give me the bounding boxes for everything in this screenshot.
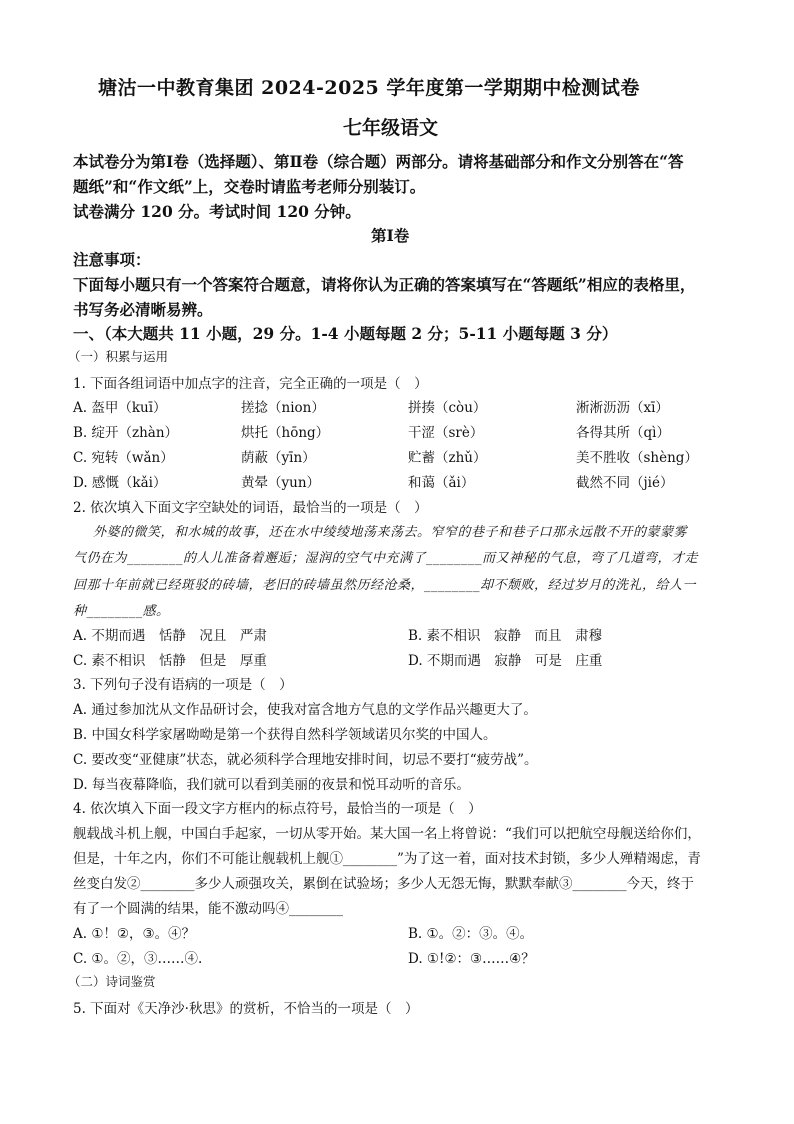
q1-option-c-1: C. 宛转（wǎn） bbox=[73, 450, 174, 466]
q4-option-d: D. ①!②：③……④？ bbox=[408, 951, 535, 967]
subsection-heading-1: （一）积累与运用 bbox=[68, 349, 169, 364]
q1-option-d-2: 黄晕（yun） bbox=[241, 475, 321, 491]
q1-option-a-2: 搓捻（nion） bbox=[241, 400, 325, 416]
q2-option-b: B. 素不相识 寂静 而且 肃穆 bbox=[408, 628, 603, 644]
q1-option-d-4: 截然不同（jié） bbox=[576, 475, 674, 491]
question-2-passage-line-2: 气仍在为________的人儿准备着邂逅；湿润的空气中充满了________而又神秘的气息，弯了几道弯，才走 bbox=[73, 551, 699, 566]
notice-line-1: 下面每小题只有一个答案符合题意，请将你认为正确的答案填写在“答题纸”相应的表格里， bbox=[73, 275, 696, 294]
question-4-passage-line-1: 舰载战斗机上舰，中国白手起家，一切从零开始。某大国一名上将曾说：“我们可以把航空母舰送给你们， bbox=[73, 826, 701, 842]
q1-option-c-2: 荫蔽（yīn） bbox=[241, 450, 316, 466]
q4-option-a: A. ①！②，③。④？ bbox=[73, 926, 196, 942]
exam-title: 塘沽一中教育集团 2024-2025 学年度第一学期期中检测试卷 bbox=[98, 77, 640, 99]
q1-option-c-4: 美不胜收（shèng） bbox=[576, 450, 698, 466]
q2-option-c: C. 素不相识 恬静 但是 厚重 bbox=[73, 653, 267, 669]
q3-option-c: C. 要改变“亚健康”状态，就必须科学合理地安排时间，切忌不要打“疲劳战”。 bbox=[73, 752, 538, 768]
question-3-stem: 3. 下列句子没有语病的一项是（ ） bbox=[73, 677, 293, 693]
intro-line-2: 题纸”和“作文纸”上，交卷时请监考老师分别装订。 bbox=[73, 177, 426, 196]
q1-option-a-1: A. 盔甲（kuī） bbox=[73, 400, 167, 416]
q1-option-a-3: 拼揍（còu） bbox=[408, 400, 487, 416]
q1-option-b-1: B. 绽开（zhàn） bbox=[73, 425, 179, 441]
question-4-passage-line-4: 有了一个圆满的结果，能不激动吗④________ bbox=[73, 901, 343, 917]
question-5-stem: 5. 下面对《天净沙·秋思》的赏析，不恰当的一项是（ ） bbox=[73, 1001, 419, 1017]
subsection-heading-2: （二）诗词鉴赏 bbox=[68, 974, 156, 989]
question-1-stem: 1. 下面各组词语中加点字的注音，完全正确的一项是（ ） bbox=[73, 376, 428, 392]
part1-heading: 第Ⅰ卷 bbox=[371, 226, 410, 245]
question-4-passage-line-3: 丝变白发②________多少人顽强攻关，累倒在试验场；多少人无怨无悔，默默奉献③________今天，终于 bbox=[73, 876, 694, 892]
q2-option-d: D. 不期而遇 寂静 可是 庄重 bbox=[408, 653, 603, 669]
q1-option-d-1: D. 感慨（kǎi） bbox=[73, 475, 167, 491]
question-4-passage-line-2: 但是，十年之内，你们不可能让舰载机上舰①________”为了这一着，面对技术封锁，多少人殚精竭虑，青 bbox=[73, 851, 701, 867]
q4-option-b: B. ①。②：③。④。 bbox=[408, 926, 534, 942]
q2-option-a: A. 不期而遇 恬静 况且 严肃 bbox=[73, 628, 267, 644]
q1-option-a-4: 淅淅沥沥（xī） bbox=[576, 400, 669, 416]
q3-option-d: D. 每当夜幕降临，我们就可以看到美丽的夜景和悦耳动听的音乐。 bbox=[73, 777, 470, 793]
q3-option-a: A. 通过参加沈从文作品研讨会，使我对富含地方气息的文学作品兴趣更大了。 bbox=[73, 702, 537, 718]
question-4-stem: 4. 依次填入下面一段文字方框内的标点符号，最恰当的一项是（ ） bbox=[73, 801, 482, 817]
question-2-passage-line-4: 种________感。 bbox=[73, 604, 170, 619]
intro-line-1: 本试卷分为第Ⅰ卷（选择题）、第Ⅱ卷（综合题）两部分。请将基础部分和作文分别答在“答 bbox=[73, 152, 684, 171]
q1-option-b-3: 干涩（srè） bbox=[408, 425, 484, 441]
q1-option-b-4: 各得其所（qì） bbox=[576, 425, 670, 441]
question-2-passage-line-3: 回那十年前就已经斑驳的砖墙，老旧的砖墙虽然历经沧桑，________却不颓败，经过岁月的洗礼，给人一 bbox=[73, 578, 697, 593]
notice-line-2: 书写务必清晰易辨。 bbox=[73, 300, 213, 319]
question-2-stem: 2. 依次填入下面文字空缺处的词语，最恰当的一项是（ ） bbox=[73, 500, 428, 516]
notice-label: 注意事项： bbox=[73, 250, 151, 269]
section-heading: 一、（本大题共 11 小题，29 分。1-4 小题每题 2 分；5-11 小题每题 3 分） bbox=[73, 324, 618, 343]
q3-option-b: B. 中国女科学家屠呦呦是第一个获得自然科学领域诺贝尔奖的中国人。 bbox=[73, 727, 497, 743]
q1-option-c-3: 贮蓄（zhǔ） bbox=[408, 450, 487, 466]
q1-option-b-2: 烘托（hōng） bbox=[241, 425, 330, 441]
intro-line-3: 试卷满分 120 分。考试时间 120 分钟。 bbox=[73, 202, 361, 221]
question-2-passage-line-1: 外婆的微笑，和水城的故事，还在水中绫绫地荡来荡去。窄窄的巷子和巷子口那永远散不开的蒙蒙雾 bbox=[93, 525, 688, 540]
q1-option-d-3: 和蔼（ǎi） bbox=[408, 475, 475, 491]
exam-subtitle: 七年级语文 bbox=[343, 117, 439, 139]
q4-option-c: C. ①。②，③……④. bbox=[73, 951, 203, 967]
